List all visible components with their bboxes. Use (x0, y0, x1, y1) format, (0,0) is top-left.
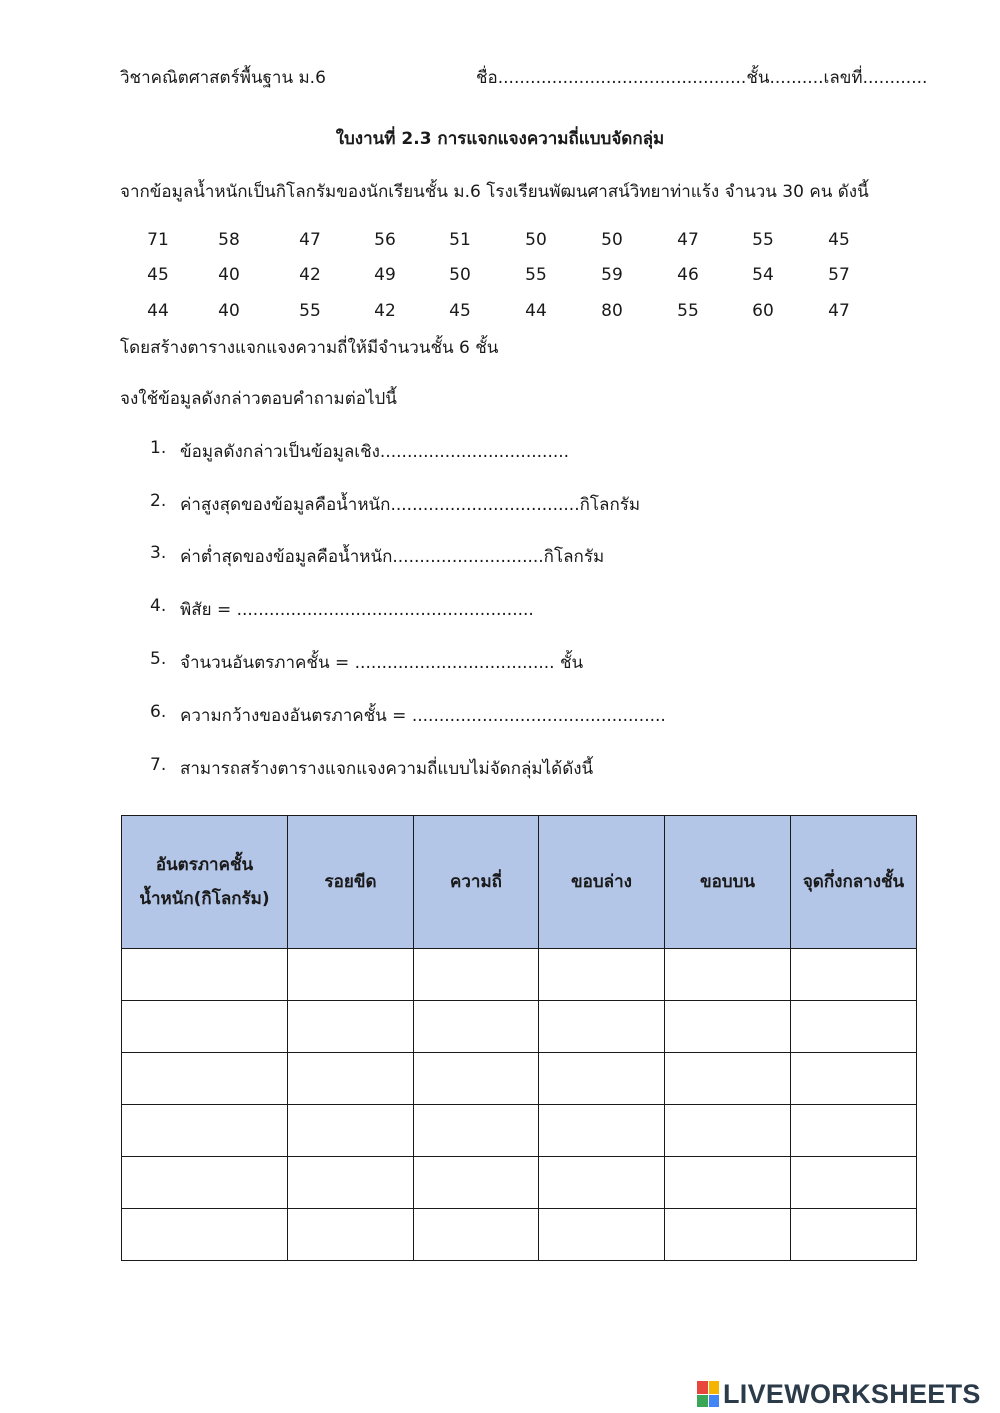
answer-cell[interactable] (791, 1001, 917, 1053)
answer-cell[interactable] (288, 1105, 414, 1157)
data-value: 55 (525, 265, 547, 285)
data-value: 42 (374, 301, 396, 321)
data-value: 55 (299, 301, 321, 321)
answer-cell[interactable] (539, 1053, 665, 1105)
question-number: 6. (150, 702, 167, 722)
question-number: 5. (150, 649, 167, 669)
data-value: 47 (299, 230, 321, 250)
data-value: 55 (752, 230, 774, 250)
data-value: 50 (525, 230, 547, 250)
brand-name: LIVEWORKSHEETS (723, 1378, 981, 1409)
data-value: 51 (449, 230, 471, 250)
table-header-cell: อันตรภาคชั้น น้ำหนัก(กิโลกรัม) (122, 816, 288, 949)
question-number: 1. (150, 438, 167, 458)
data-value: 54 (752, 265, 774, 285)
question-text: พิสัย = ....................................................... (180, 600, 534, 620)
data-value: 45 (449, 301, 471, 321)
answer-cell[interactable] (122, 1053, 288, 1105)
answer-cell[interactable] (791, 1105, 917, 1157)
answer-cell[interactable] (288, 1001, 414, 1053)
answer-cell[interactable] (665, 949, 791, 1001)
answer-cell[interactable] (414, 1105, 539, 1157)
answer-cell[interactable] (288, 1053, 414, 1105)
answer-cell[interactable] (122, 949, 288, 1001)
data-value: 57 (828, 265, 850, 285)
worksheet-title: ใบงานที่ 2.3 การแจกแจงความถี่แบบจัดกลุ่ม (335, 129, 665, 149)
data-value: 56 (374, 230, 396, 250)
data-value: 47 (677, 230, 699, 250)
liveworksheets-logo (697, 1378, 981, 1410)
table-row (122, 949, 917, 1001)
answer-cell[interactable] (665, 1209, 791, 1261)
question-text: สามารถสร้างตารางแจกแจงความถี่แบบไม่จัดกลุ่มได้ดังนี้ (180, 759, 594, 779)
table-header-cell: จุดกึ่งกลางชั้น (791, 816, 917, 949)
answer-cell[interactable] (791, 1053, 917, 1105)
question-number: 3. (150, 543, 167, 563)
data-value: 47 (828, 301, 850, 321)
table-row (122, 1105, 917, 1157)
data-value: 60 (752, 301, 774, 321)
table-row (122, 1157, 917, 1209)
answer-cell[interactable] (122, 1157, 288, 1209)
data-value: 71 (147, 230, 169, 250)
answer-cell[interactable] (288, 1157, 414, 1209)
question-text: ความกว้างของอันตรภาคชั้น = ............................................... (180, 706, 666, 726)
answer-cell[interactable] (122, 1105, 288, 1157)
answer-cell[interactable] (288, 949, 414, 1001)
answer-cell[interactable] (539, 1209, 665, 1261)
instruction-answer: จงใช้ข้อมูลดังกล่าวตอบคำถามต่อไปนี้ (120, 389, 397, 409)
answer-cell[interactable] (665, 1053, 791, 1105)
data-value: 46 (677, 265, 699, 285)
answer-cell[interactable] (665, 1105, 791, 1157)
answer-cell[interactable] (665, 1157, 791, 1209)
answer-cell[interactable] (122, 1001, 288, 1053)
answer-cell[interactable] (288, 1209, 414, 1261)
answer-cell[interactable] (665, 1001, 791, 1053)
table-row (122, 1209, 917, 1261)
answer-cell[interactable] (122, 1209, 288, 1261)
data-value: 58 (218, 230, 240, 250)
table-row (122, 1053, 917, 1105)
table-header-cell: ขอบบน (665, 816, 791, 949)
frequency-table (121, 815, 917, 1261)
table-header-cell: รอยขีด (288, 816, 414, 949)
question-number: 4. (150, 596, 167, 616)
answer-cell[interactable] (791, 949, 917, 1001)
question-text: ข้อมูลดังกล่าวเป็นข้อมูลเชิง................................... (180, 442, 570, 462)
answer-cell[interactable] (414, 1157, 539, 1209)
intro-text: จากข้อมูลน้ำหนักเป็นกิโลกรัมของนักเรียนชั้น ม.6 โรงเรียนพัฒนศาสน์วิทยาท่าแร้ง จำนวน 30 คน ดังนี้ (120, 182, 869, 202)
answer-cell[interactable] (539, 1157, 665, 1209)
data-value: 42 (299, 265, 321, 285)
answer-cell[interactable] (414, 949, 539, 1001)
question-number: 7. (150, 755, 167, 775)
table-row (122, 1001, 917, 1053)
data-value: 80 (601, 301, 623, 321)
question-text: จำนวนอันตรภาคชั้น = ..................................... ชั้น (180, 653, 584, 673)
data-value: 44 (525, 301, 547, 321)
table-header-cell: ขอบล่าง (539, 816, 665, 949)
data-value: 59 (601, 265, 623, 285)
data-value: 55 (677, 301, 699, 321)
answer-cell[interactable] (414, 1001, 539, 1053)
data-value: 40 (218, 301, 240, 321)
subject-label: วิชาคณิตศาสตร์พื้นฐาน ม.6 (120, 68, 326, 88)
question-text: ค่าสูงสุดของข้อมูลคือน้ำหนัก...................................กิโลกรัม (180, 495, 641, 515)
instruction-classes: โดยสร้างตารางแจกแจงความถี่ให้มีจำนวนชั้น 6 ชั้น (120, 338, 499, 358)
answer-cell[interactable] (539, 949, 665, 1001)
question-number: 2. (150, 491, 167, 511)
data-value: 49 (374, 265, 396, 285)
answer-cell[interactable] (414, 1053, 539, 1105)
data-value: 50 (601, 230, 623, 250)
data-value: 45 (147, 265, 169, 285)
answer-cell[interactable] (791, 1209, 917, 1261)
question-text: ค่าต่ำสุดของข้อมูลคือน้ำหนัก............................กิโลกรัม (180, 547, 605, 567)
name-class-number-line: ชื่อ..............................................ชั้น..........เลขที่............ (476, 68, 928, 88)
table-header-cell: ความถี่ (414, 816, 539, 949)
data-value: 44 (147, 301, 169, 321)
liveworksheets-mark-icon (697, 1381, 719, 1407)
data-value: 50 (449, 265, 471, 285)
answer-cell[interactable] (791, 1157, 917, 1209)
data-value: 40 (218, 265, 240, 285)
answer-cell[interactable] (539, 1105, 665, 1157)
data-value: 45 (828, 230, 850, 250)
answer-cell[interactable] (414, 1209, 539, 1261)
answer-cell[interactable] (539, 1001, 665, 1053)
